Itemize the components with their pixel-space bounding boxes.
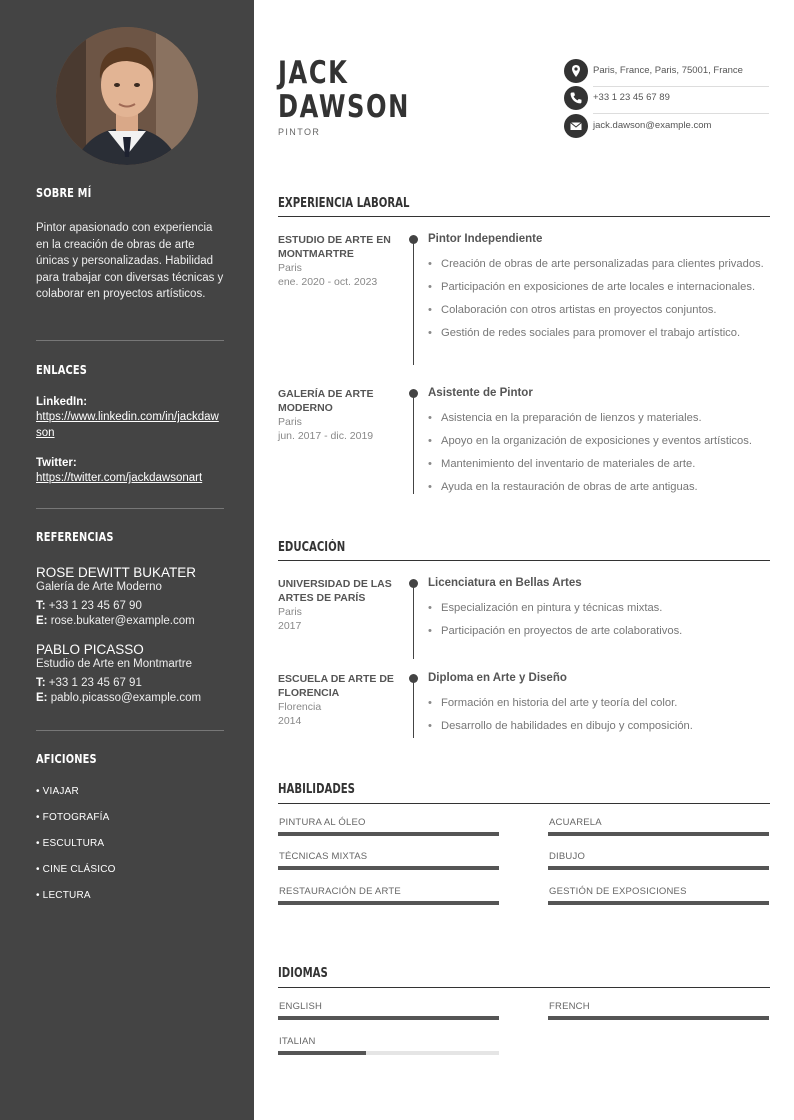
skill-bar bbox=[548, 866, 769, 870]
timeline-line bbox=[413, 394, 414, 494]
skill-item bbox=[548, 851, 769, 870]
timeline-line bbox=[413, 679, 414, 738]
education-entry-info bbox=[278, 673, 398, 728]
hobbies-list bbox=[36, 786, 224, 906]
about-heading: SOBRE MÍ bbox=[36, 186, 92, 200]
section-rule bbox=[278, 560, 770, 561]
section-rule bbox=[278, 216, 770, 217]
reference-name: ROSE DEWITT BUKATER bbox=[36, 565, 197, 580]
job-bullets bbox=[428, 411, 773, 503]
degree-bullets bbox=[428, 696, 773, 742]
job-title: PINTOR bbox=[278, 127, 321, 137]
skill-bar-fill bbox=[278, 901, 499, 905]
language-item bbox=[278, 1036, 499, 1055]
hobby-item: • VIAJAR bbox=[36, 786, 79, 797]
employer-name: GALERÍA DE ARTE MODERNO bbox=[278, 388, 374, 414]
languages-heading: IDIOMAS bbox=[278, 966, 328, 981]
section-rule bbox=[278, 803, 770, 804]
graduation-year: 2014 bbox=[278, 715, 302, 727]
skill-bar-fill bbox=[548, 832, 769, 836]
language-label: ENGLISH bbox=[279, 1001, 323, 1012]
hobbies-heading: AFICIONES bbox=[36, 752, 97, 766]
reference-item bbox=[36, 565, 224, 630]
divider bbox=[36, 340, 224, 341]
skill-item bbox=[548, 886, 769, 905]
contact-phone bbox=[564, 86, 769, 110]
experience-heading: EXPERIENCIA LABORAL bbox=[278, 196, 410, 211]
about-section bbox=[36, 186, 224, 200]
list-item: • Ayuda en la restauración de obras de arte antiguas. bbox=[428, 480, 773, 495]
language-bar bbox=[548, 1016, 769, 1020]
phone-icon bbox=[564, 86, 588, 110]
job-role: Pintor Independiente bbox=[428, 233, 543, 245]
skill-bar bbox=[278, 866, 499, 870]
skill-label: RESTAURACIÓN DE ARTE bbox=[279, 886, 401, 897]
list-item: • Especialización en pintura y técnicas mixtas. bbox=[428, 601, 773, 616]
skill-bar bbox=[278, 901, 499, 905]
school-name: UNIVERSIDAD DE LAS ARTES DE PARÍS bbox=[278, 578, 392, 604]
reference-phone: +33 1 23 45 67 90 bbox=[48, 599, 142, 612]
timeline-line bbox=[413, 240, 414, 365]
hobby-item: • ESCULTURA bbox=[36, 838, 105, 849]
links-heading: ENLACES bbox=[36, 363, 88, 377]
reference-phone: +33 1 23 45 67 91 bbox=[48, 676, 142, 689]
twitter-label: Twitter: bbox=[36, 457, 77, 469]
email-label: E: bbox=[36, 615, 48, 627]
timeline-dot bbox=[409, 389, 418, 398]
profile-photo bbox=[56, 27, 198, 165]
language-bar-fill bbox=[548, 1016, 769, 1020]
language-bar bbox=[278, 1051, 499, 1055]
employer-location: Paris bbox=[278, 262, 302, 274]
reference-email: rose.bukater@example.com bbox=[50, 615, 195, 627]
list-item: • Gestión de redes sociales para promover el trabajo artístico. bbox=[428, 326, 773, 341]
list-item: • Asistencia en la preparación de lienzos y materiales. bbox=[428, 411, 773, 426]
language-bar bbox=[278, 1016, 499, 1020]
school-location: Paris bbox=[278, 606, 302, 618]
skill-item bbox=[278, 817, 499, 836]
email-label: E: bbox=[36, 692, 48, 704]
location-pin-icon bbox=[564, 59, 588, 83]
job-bullets bbox=[428, 257, 773, 349]
language-item bbox=[548, 1001, 769, 1020]
skill-label: DIBUJO bbox=[549, 851, 586, 862]
reference-email: pablo.picasso@example.com bbox=[50, 692, 202, 704]
skills-heading: HABILIDADES bbox=[278, 782, 355, 797]
skill-bar-fill bbox=[278, 866, 499, 870]
reference-org: Estudio de Arte en Montmartre bbox=[36, 658, 192, 670]
degree-bullets bbox=[428, 601, 773, 647]
school-location: Florencia bbox=[278, 701, 322, 713]
linkedin-link[interactable]: https://www.linkedin.com/in/jackdawson bbox=[36, 411, 219, 439]
timeline-dot bbox=[409, 579, 418, 588]
twitter-link[interactable]: https://twitter.com/jackdawsonart bbox=[36, 472, 203, 484]
skill-item bbox=[278, 851, 499, 870]
education-entry-info bbox=[278, 578, 398, 633]
skill-item bbox=[548, 817, 769, 836]
school-name: ESCUELA DE ARTE DE FLORENCIA bbox=[278, 673, 394, 699]
list-item: • Desarrollo de habilidades en dibujo y composición. bbox=[428, 719, 773, 734]
email-text[interactable]: jack.dawson@example.com bbox=[593, 120, 712, 131]
linkedin-label: LinkedIn: bbox=[36, 396, 88, 408]
timeline-dot bbox=[409, 235, 418, 244]
language-bar-fill bbox=[278, 1051, 366, 1055]
list-item: • Apoyo en la organización de exposiciones y eventos artísticos. bbox=[428, 434, 773, 449]
address-text: Paris, France, Paris, 75001, France bbox=[593, 65, 743, 76]
linkedin-link-block bbox=[36, 396, 224, 441]
degree-title: Licenciatura en Bellas Artes bbox=[428, 577, 582, 589]
contact-email bbox=[564, 114, 769, 138]
language-item bbox=[278, 1001, 499, 1020]
divider bbox=[36, 730, 224, 731]
timeline-dot bbox=[409, 674, 418, 683]
contact-address bbox=[564, 59, 769, 83]
experience-entry-info bbox=[278, 388, 398, 443]
list-item: • Creación de obras de arte personalizadas para clientes privados. bbox=[428, 257, 773, 272]
employment-dates: ene. 2020 - oct. 2023 bbox=[278, 276, 378, 288]
hobby-item: • FOTOGRAFÍA bbox=[36, 812, 110, 823]
skill-bar-fill bbox=[548, 901, 769, 905]
language-label: ITALIAN bbox=[279, 1036, 316, 1047]
language-label: FRENCH bbox=[549, 1001, 590, 1012]
skill-item bbox=[278, 886, 499, 905]
tel-label: T: bbox=[36, 599, 46, 612]
skill-label: GESTIÓN DE EXPOSICIONES bbox=[549, 886, 687, 897]
reference-item bbox=[36, 642, 224, 707]
skill-label: PINTURA AL ÓLEO bbox=[279, 817, 366, 828]
reference-org: Galería de Arte Moderno bbox=[36, 581, 162, 593]
skill-label: TÉCNICAS MIXTAS bbox=[279, 851, 368, 862]
twitter-link-block bbox=[36, 457, 224, 486]
reference-name: PABLO PICASSO bbox=[36, 642, 144, 657]
employment-dates: jun. 2017 - dic. 2019 bbox=[278, 430, 374, 442]
language-bar-fill bbox=[278, 1016, 499, 1020]
graduation-year: 2017 bbox=[278, 620, 302, 632]
envelope-icon bbox=[564, 114, 588, 138]
last-name: DAWSON bbox=[278, 89, 410, 125]
list-item: • Participación en exposiciones de arte locales e internacionales. bbox=[428, 280, 773, 295]
references-heading: REFERENCIAS bbox=[36, 530, 114, 544]
hobby-item: • LECTURA bbox=[36, 890, 91, 901]
skill-bar-fill bbox=[278, 832, 499, 836]
list-item: • Participación en proyectos de arte colaborativos. bbox=[428, 624, 773, 639]
portrait-image bbox=[56, 27, 198, 165]
skill-bar bbox=[548, 832, 769, 836]
skill-bar-fill bbox=[548, 866, 769, 870]
list-item: • Colaboración con otros artistas en proyectos conjuntos. bbox=[428, 303, 773, 318]
about-text: Pintor apasionado con experiencia en la creación de obras de arte únicas y personalizadas. Habilidad para trabajar con diversas técnicas y colaborar en proyectos artísticos. bbox=[36, 222, 224, 300]
section-rule bbox=[278, 987, 770, 988]
employer-location: Paris bbox=[278, 416, 302, 428]
employer-name: ESTUDIO DE ARTE EN MONTMARTRE bbox=[278, 234, 391, 260]
skill-bar bbox=[278, 832, 499, 836]
sidebar bbox=[0, 0, 254, 1120]
skill-bar bbox=[548, 901, 769, 905]
list-item: • Formación en historia del arte y teoría del color. bbox=[428, 696, 773, 711]
education-heading: EDUCACIÓN bbox=[278, 540, 346, 555]
timeline-line bbox=[413, 584, 414, 659]
experience-entry-info bbox=[278, 234, 398, 289]
skill-label: ACUARELA bbox=[549, 817, 602, 828]
hobby-item: • CINE CLÁSICO bbox=[36, 864, 116, 875]
degree-title: Diploma en Arte y Diseño bbox=[428, 672, 567, 684]
phone-text: +33 1 23 45 67 89 bbox=[593, 92, 670, 103]
divider bbox=[36, 508, 224, 509]
first-name: JACK bbox=[278, 55, 349, 91]
tel-label: T: bbox=[36, 676, 46, 689]
job-role: Asistente de Pintor bbox=[428, 387, 533, 399]
list-item: • Mantenimiento del inventario de materiales de arte. bbox=[428, 457, 773, 472]
